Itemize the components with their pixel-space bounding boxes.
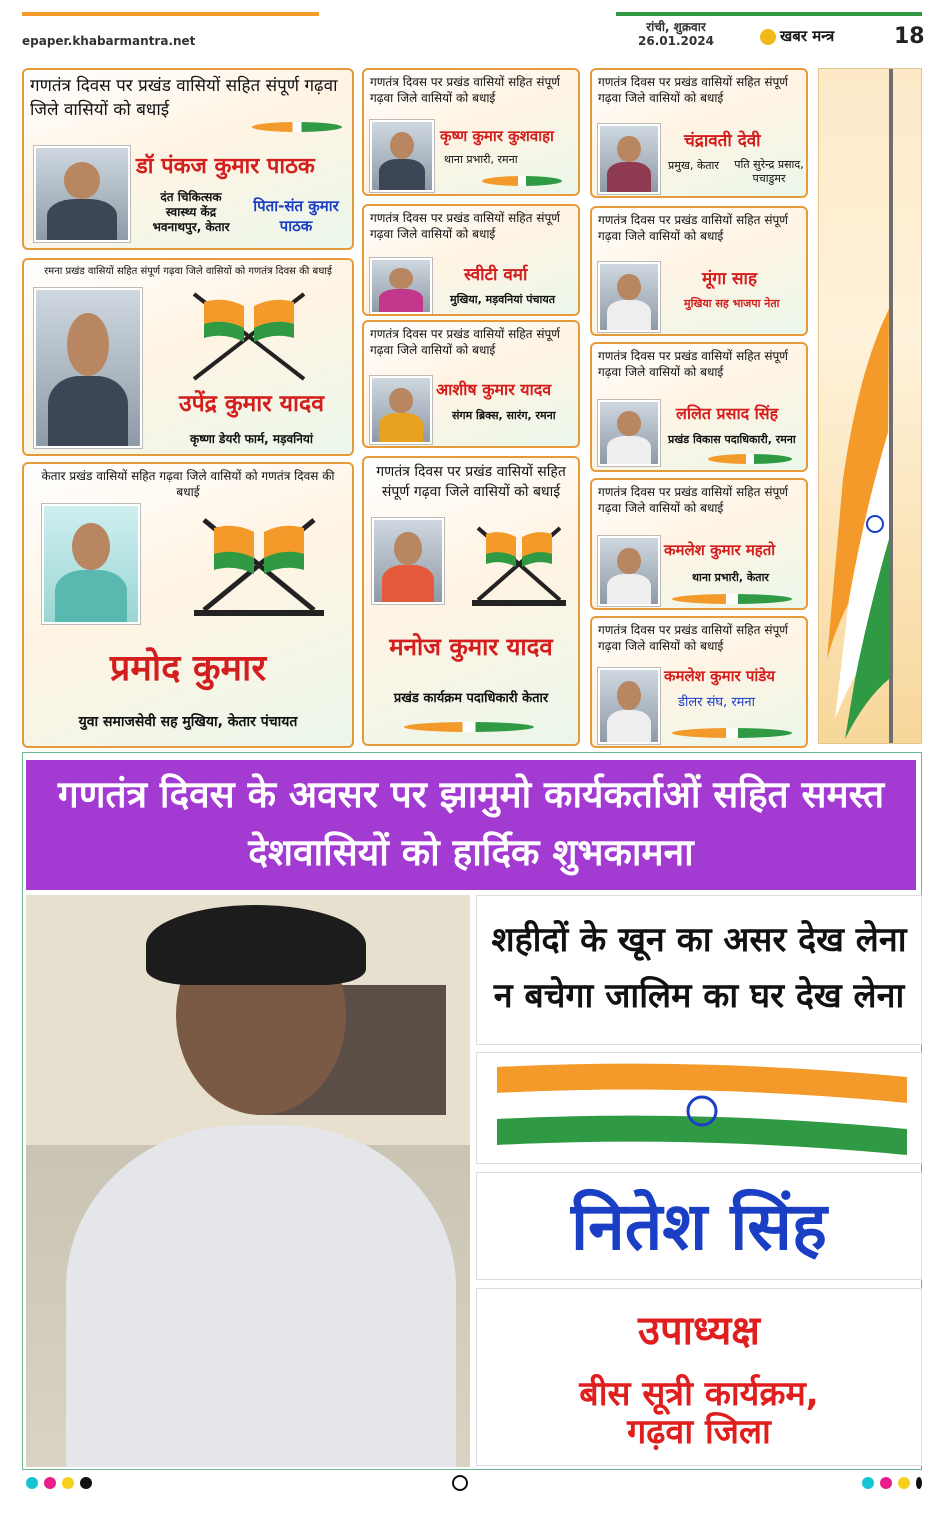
site-url[interactable]: epaper.khabarmantra.net — [22, 34, 196, 48]
ad-subtitle: प्रखंड विकास पदाधिकारी, रमना — [668, 433, 796, 446]
ad-name: स्वीटी वर्मा — [464, 265, 528, 285]
ad-greeting: गणतंत्र दिवस पर प्रखंड वासियों सहित संपूर्ण गढ़वा जिले वासियों को बधाई — [370, 211, 560, 241]
page-number: 18 — [894, 24, 925, 49]
flag-pole-icon — [819, 69, 922, 744]
crossed-flags-icon — [184, 510, 334, 620]
photo — [598, 124, 660, 194]
tricolor-swoosh — [672, 728, 792, 738]
ad-manoj — [362, 456, 580, 746]
tricolor-strip — [22, 12, 922, 16]
org-line: गढ़वा जिला — [627, 1412, 771, 1452]
ad-name: कमलेश कुमार पांडेय — [664, 667, 775, 685]
issue-date: 26.01.2024 — [638, 34, 714, 48]
ad-subtitle: थाना प्रभारी, केतार — [692, 571, 769, 584]
ad-ashish — [362, 320, 580, 448]
ad-name: कृष्ण कुमार कुशवाहा — [440, 127, 554, 145]
photo — [34, 288, 142, 448]
newspaper-logo — [760, 26, 834, 46]
leader-role: उपाध्यक्ष — [638, 1308, 760, 1354]
ad-line: दंत चिकित्सक — [160, 190, 222, 204]
photo — [370, 376, 432, 444]
main-banner: गणतंत्र दिवस के अवसर पर झामुमो कार्यकर्ताओं सहित समस्त देशवासियों को हार्दिक शुभकामना — [26, 760, 916, 890]
ad-upendra — [22, 258, 354, 456]
photo — [598, 262, 660, 332]
ad-sweety — [362, 204, 580, 316]
ad-subtitle: मुखिया, मड़वनियां पंचायत — [450, 293, 555, 306]
logo-text: खबर मन्त्र — [780, 27, 835, 45]
photo — [598, 536, 660, 606]
ad-chandrawati — [590, 68, 808, 198]
crossed-flags-icon — [464, 520, 574, 610]
ad-greeting: गणतंत्र दिवस पर प्रखंड वासियों सहित संपूर्ण गढ़वा जिले वासियों को बधाई — [376, 464, 566, 500]
ad-greeting: गणतंत्र दिवस पर प्रखंड वासियों सहित संपूर्ण गढ़वा जिले वासियों को बधाई — [370, 327, 560, 357]
masthead — [22, 12, 925, 62]
ad-greeting: गणतंत्र दिवस पर प्रखंड वासियों सहित संपूर्ण गढ़वा जिले वासियों को बधाई — [370, 75, 560, 105]
ad-greeting: गणतंत्र दिवस पर प्रखंड वासियों सहित संपूर्ण गढ़वा जिले वासियों को बधाई — [30, 76, 338, 120]
tricolor-swoosh — [708, 454, 792, 464]
ad-name: मनोज कुमार यादव — [389, 633, 553, 661]
ad-greeting: गणतंत्र दिवस पर प्रखंड वासियों सहित संपूर्ण गढ़वा जिले वासियों को बधाई — [598, 75, 788, 105]
print-registration-marks — [22, 1472, 922, 1494]
tricolor-swoosh — [482, 176, 562, 186]
ad-greeting: रमना प्रखंड वासियों सहित संपूर्ण गढ़वा जिले वासियों को गणतंत्र दिवस की बधाई — [44, 266, 332, 277]
ad-greeting: गणतंत्र दिवस पर प्रखंड वासियों सहित संपूर्ण गढ़वा जिले वासियों को बधाई — [598, 349, 788, 379]
quote-line: शहीदों के खून का असर देख लेना — [491, 920, 907, 960]
ad-name: ललित प्रसाद सिंह — [676, 404, 779, 423]
ad-subtitle: कृष्णा डेयरी फार्म, मड़वनियां — [190, 432, 313, 446]
ad-line: भवनाथपुर, केतार — [152, 220, 230, 234]
ad-subtitle: पति सुरेन्द्र प्रसाद, पचाडुमर — [734, 158, 804, 185]
ad-greeting: गणतंत्र दिवस पर प्रखंड वासियों सहित संपूर्ण गढ़वा जिले वासियों को बधाई — [598, 213, 788, 243]
quote-line: न बचेगा जालिम का घर देख लेना — [493, 976, 905, 1016]
ad-greeting: केतार प्रखंड वासियों सहित गढ़वा जिले वासियों को गणतंत्र दिवस की बधाई — [41, 469, 335, 499]
ad-subtitle: मुखिया सह भाजपा नेता — [684, 297, 780, 310]
ad-name: उपेंद्र कुमार यादव — [179, 391, 324, 417]
role-box — [476, 1288, 922, 1466]
ad-greeting: गणतंत्र दिवस पर प्रखंड वासियों सहित संपूर्ण गढ़वा जिले वासियों को बधाई — [598, 623, 788, 653]
ad-lalit — [590, 342, 808, 472]
ad-subtitle: थाना प्रभारी, रमना — [444, 153, 518, 166]
photo — [372, 518, 444, 604]
org-line: बीस सूत्री कार्यक्रम, — [579, 1374, 819, 1414]
crossed-flags-icon — [174, 284, 324, 384]
ad-name: कमलेश कुमार महतो — [664, 541, 776, 559]
leader-name: नितेश सिंह — [476, 1172, 922, 1280]
ad-name: मूंगा साह — [702, 269, 757, 289]
ad-name: चंद्रावती देवी — [684, 131, 761, 151]
india-flag-icon — [477, 1053, 923, 1165]
tricolor-swoosh — [672, 594, 792, 604]
ad-kamlesh-mahto — [590, 478, 808, 610]
dateline — [638, 20, 714, 48]
city-day: रांची, शुक्रवार — [646, 20, 706, 34]
flag-panel — [818, 68, 922, 744]
ad-krishna — [362, 68, 580, 196]
ad-pankaj — [22, 68, 354, 250]
ad-name: प्रमोद कुमार — [109, 648, 267, 689]
photo — [598, 668, 660, 744]
ad-greeting: गणतंत्र दिवस पर प्रखंड वासियों सहित संपूर्ण गढ़वा जिले वासियों को बधाई — [598, 485, 788, 515]
logo-icon — [760, 29, 776, 45]
waving-flag — [476, 1052, 922, 1164]
ad-munga — [590, 206, 808, 336]
main-photo — [26, 895, 470, 1467]
ad-subtitle: डीलर संघ, रमना — [678, 695, 755, 710]
photo — [42, 504, 140, 624]
ad-subtitle: प्रखंड कार्यक्रम पदाधिकारी केतार — [393, 691, 549, 706]
ad-subtitle: प्रमुख, केतार — [668, 159, 719, 172]
ad-line: स्वास्थ्य केंद्र — [165, 205, 217, 219]
ad-subtitle: युवा समाजसेवी सह मुखिया, केतार पंचायत — [78, 714, 298, 730]
ad-father: पिता-संत कुमार पाठक — [253, 197, 339, 235]
ad-name: डॉ पंकज कुमार पाठक — [136, 154, 315, 179]
ad-subtitle — [136, 190, 246, 235]
ad-pramod — [22, 462, 354, 748]
photo — [370, 258, 432, 314]
photo — [370, 120, 434, 192]
ad-kamlesh-pandey — [590, 616, 808, 748]
quote-box — [476, 895, 922, 1045]
ad-name: आशीष कुमार यादव — [436, 380, 552, 399]
tricolor-swoosh — [404, 722, 534, 732]
tricolor-swoosh — [252, 122, 342, 132]
ad-subtitle: संगम ब्रिक्स, सारंग, रमना — [452, 409, 556, 422]
photo — [34, 146, 130, 242]
photo — [598, 400, 660, 466]
